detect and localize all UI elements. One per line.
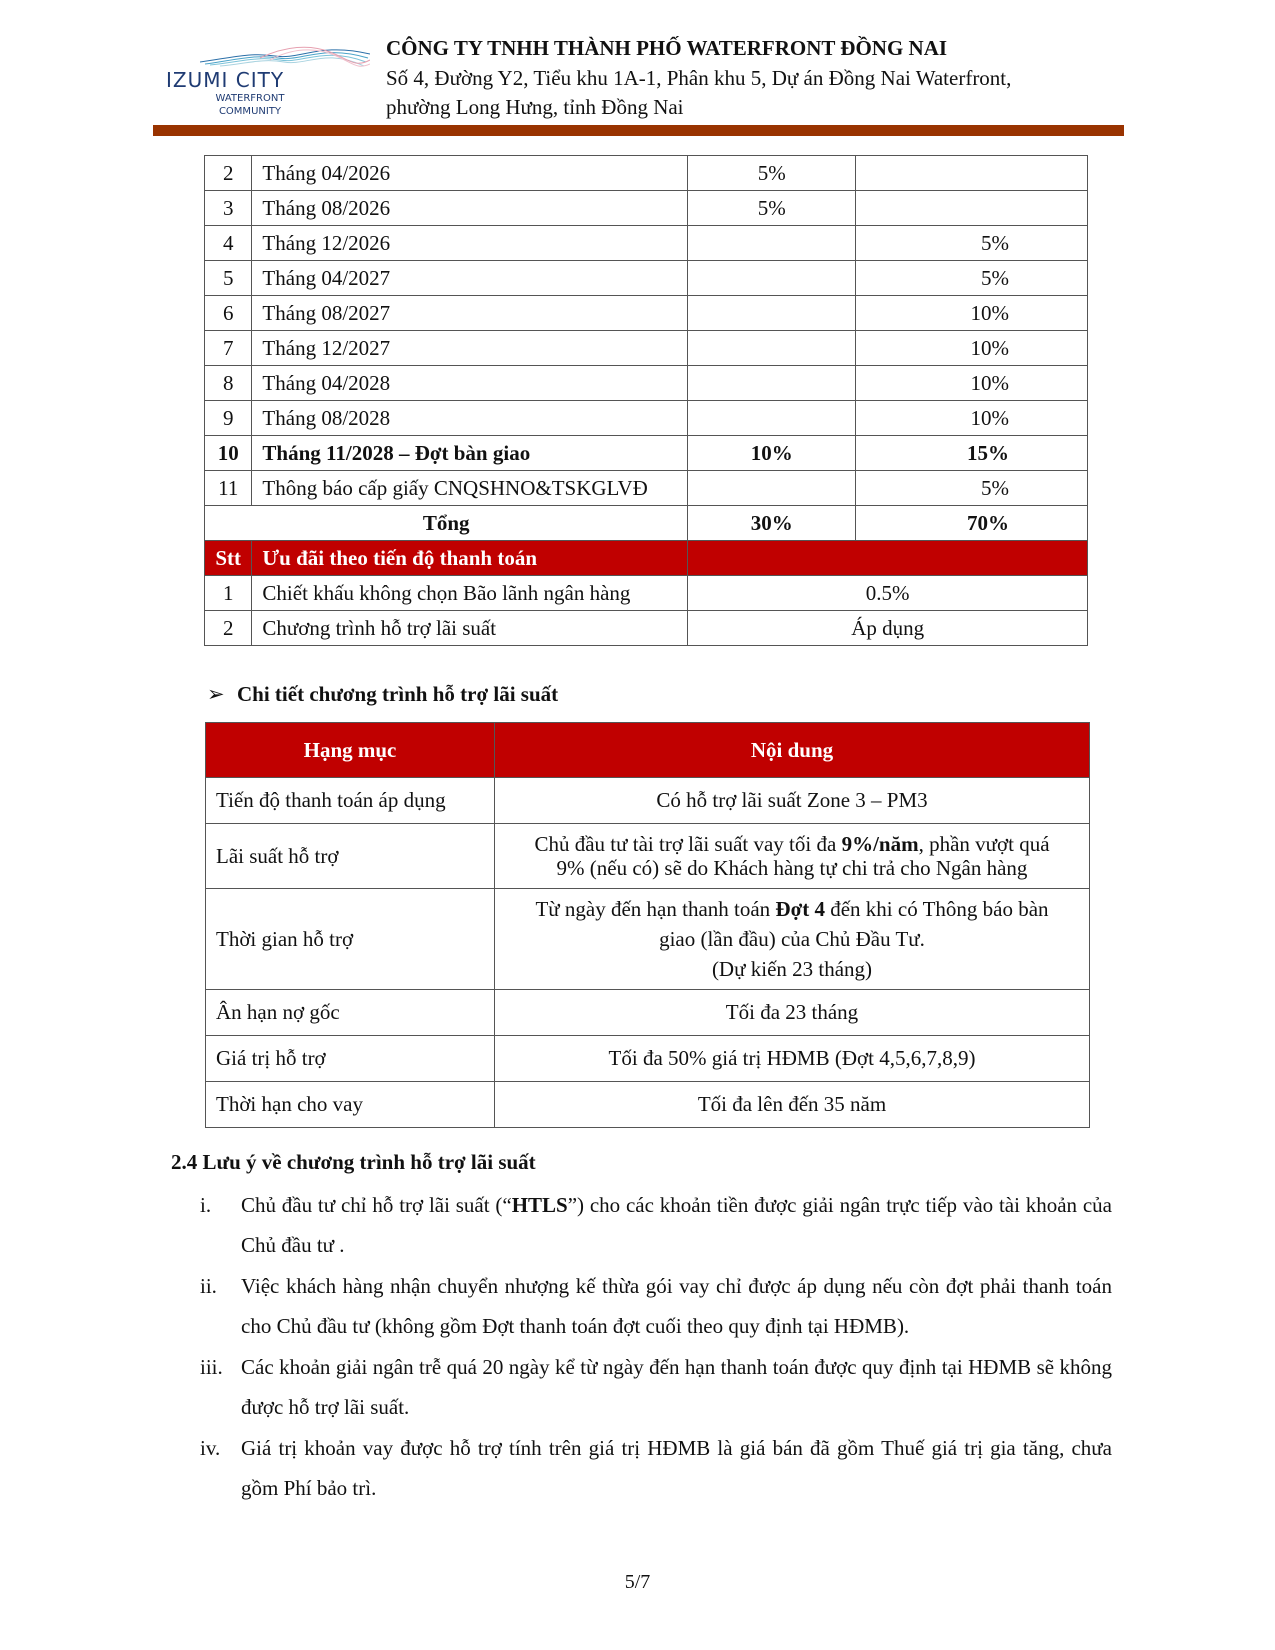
- item-text: Các khoản giải ngân trễ quá 20 ngày kể từ ngày đến hạn thanh toán được quy định tại HĐMB sẽ không được hỗ trợ lãi suất.: [241, 1355, 1112, 1419]
- row-number: 2: [205, 156, 252, 191]
- column-header: Stt: [205, 541, 252, 576]
- item-number: iii.: [200, 1355, 223, 1379]
- table-row: [206, 1036, 1090, 1082]
- company-address: phường Long Hưng, tỉnh Đồng Nai: [386, 95, 684, 119]
- notes-list: [200, 1185, 1112, 1509]
- header-filler: [688, 541, 1088, 576]
- installment-percent-a: 5%: [688, 191, 856, 226]
- value-text: (Dự kiến 23 tháng): [711, 957, 873, 981]
- row-number: 9: [205, 401, 252, 436]
- row-label: Tháng 04/2028: [252, 366, 688, 401]
- page-header: [0, 0, 1275, 140]
- list-item: [200, 1428, 1112, 1508]
- row-number: 10: [205, 436, 252, 471]
- installment-percent-b: [856, 191, 1088, 226]
- row-label: Tháng 08/2026: [252, 191, 688, 226]
- incentive-header-row: [205, 541, 1088, 576]
- incentive-value: Áp dụng: [688, 611, 1088, 646]
- installment-percent-a: [688, 331, 856, 366]
- row-number: 8: [205, 366, 252, 401]
- header-divider: [153, 125, 1124, 136]
- incentive-value: 0.5%: [688, 576, 1088, 611]
- row-value: Tối đa lên đến 35 năm: [495, 1082, 1090, 1128]
- installment-percent-b: 10%: [856, 366, 1088, 401]
- total-row: [205, 506, 1088, 541]
- table-header-row: [206, 723, 1090, 778]
- table-row: [206, 889, 1090, 990]
- row-number: 11: [205, 471, 252, 506]
- interest-support-table: [205, 722, 1090, 1128]
- row-value: [495, 889, 1090, 990]
- value-text: đến khi có Thông báo bàn: [824, 897, 1049, 921]
- list-item: [200, 1185, 1112, 1265]
- item-text: Việc khách hàng nhận chuyển nhượng kế thừa gói vay chỉ được áp dụng nếu còn đợt phải thanh toán cho Chủ đầu tư (không gồm Đợt thanh toán đợt cuối theo quy định tại HĐMB).: [241, 1274, 1112, 1338]
- installment-percent-b: 5%: [856, 226, 1088, 261]
- item-number: ii.: [200, 1274, 217, 1298]
- list-item: [200, 1347, 1112, 1427]
- notes-heading: 2.4 Lưu ý về chương trình hỗ trợ lãi suất: [171, 1150, 536, 1174]
- item-bold: HTLS: [511, 1193, 568, 1217]
- row-value: Tối đa 23 tháng: [495, 990, 1090, 1036]
- value-text: giao (lần đầu) của Chủ Đầu Tư.: [659, 927, 925, 951]
- row-number: 1: [205, 576, 252, 611]
- table-row: [205, 471, 1088, 506]
- installment-percent-a: 10%: [688, 436, 856, 471]
- row-label: Tháng 04/2027: [252, 261, 688, 296]
- table-row: [205, 331, 1088, 366]
- item-text: ”) cho các khoản tiền được giải ngân trực tiếp vào tài khoản của Chủ đầu tư .: [241, 1193, 1112, 1257]
- installment-percent-a: [688, 226, 856, 261]
- installment-percent-b: 10%: [856, 401, 1088, 436]
- table-row: [205, 156, 1088, 191]
- table-row: [205, 261, 1088, 296]
- item-number: iv.: [200, 1436, 221, 1460]
- table-row: [205, 436, 1088, 471]
- wave-logo-icon: [200, 38, 370, 72]
- installment-percent-b: 5%: [856, 261, 1088, 296]
- row-number: 5: [205, 261, 252, 296]
- row-number: 4: [205, 226, 252, 261]
- payment-schedule-table: [204, 155, 1088, 646]
- row-label: Tháng 04/2026: [252, 156, 688, 191]
- table-row: [206, 990, 1090, 1036]
- table-row: [205, 226, 1088, 261]
- row-label: Thời gian hỗ trợ: [206, 889, 495, 990]
- page-number: 5/7: [624, 1571, 651, 1593]
- installment-percent-b: 15%: [856, 436, 1088, 471]
- izumi-city-logo: [160, 30, 360, 125]
- row-value: Tối đa 50% giá trị HĐMB (Đợt 4,5,6,7,8,9): [495, 1036, 1090, 1082]
- row-label: Tháng 08/2027: [252, 296, 688, 331]
- row-label: Ân hạn nợ gốc: [206, 990, 495, 1036]
- value-bold: 9%/năm: [841, 832, 919, 856]
- row-label: Chiết khấu không chọn Bão lãnh ngân hàng: [252, 576, 688, 611]
- installment-percent-b: 10%: [856, 296, 1088, 331]
- table-row: [205, 576, 1088, 611]
- row-label: Thời hạn cho vay: [206, 1082, 495, 1128]
- logo-name: IZUMI CITY: [166, 68, 285, 92]
- total-label: Tổng: [205, 506, 688, 541]
- row-label: Tháng 12/2027: [252, 331, 688, 366]
- company-address: Số 4, Đường Y2, Tiểu khu 1A-1, Phân khu 5, Dự án Đồng Nai Waterfront,: [386, 66, 1012, 90]
- row-value: [495, 824, 1090, 889]
- row-label: Thông báo cấp giấy CNQSHNO&TSKGLVĐ: [252, 471, 688, 506]
- row-label: Giá trị hỗ trợ: [206, 1036, 495, 1082]
- section-heading: [207, 682, 558, 707]
- installment-percent-a: [688, 401, 856, 436]
- table-row: [206, 1082, 1090, 1128]
- value-text: Chủ đầu tư tài trợ lãi suất vay tối đa: [534, 832, 842, 856]
- installment-percent-a: [688, 471, 856, 506]
- value-text: Từ ngày đến hạn thanh toán: [535, 897, 776, 921]
- column-header: Hạng mục: [206, 723, 495, 778]
- row-number: 7: [205, 331, 252, 366]
- row-value: Có hỗ trợ lãi suất Zone 3 – PM3: [495, 778, 1090, 824]
- row-number: 2: [205, 611, 252, 646]
- value-bold: Đợt 4: [775, 897, 825, 921]
- logo-subtitle: COMMUNITY: [218, 106, 282, 117]
- total-percent-a: 30%: [688, 506, 856, 541]
- installment-percent-a: [688, 296, 856, 331]
- table-row: [206, 778, 1090, 824]
- item-text: Chủ đầu tư chỉ hỗ trợ lãi suất (“: [241, 1193, 512, 1217]
- row-label: Chương trình hỗ trợ lãi suất: [252, 611, 688, 646]
- installment-percent-a: [688, 366, 856, 401]
- installment-percent-a: 5%: [688, 156, 856, 191]
- table-row: [205, 611, 1088, 646]
- row-label: Tháng 08/2028: [252, 401, 688, 436]
- table-row: [205, 191, 1088, 226]
- column-header: Ưu đãi theo tiến độ thanh toán: [252, 541, 688, 576]
- installment-percent-b: [856, 156, 1088, 191]
- list-item: [200, 1266, 1112, 1346]
- row-label: Lãi suất hỗ trợ: [206, 824, 495, 889]
- column-header: Nội dung: [495, 723, 1090, 778]
- installment-percent-b: 10%: [856, 331, 1088, 366]
- row-label: Tháng 11/2028 – Đợt bàn giao: [252, 436, 688, 471]
- table-row: [206, 824, 1090, 889]
- installment-percent-b: 5%: [856, 471, 1088, 506]
- value-text: , phần vượt quá: [918, 832, 1050, 856]
- item-number: i.: [200, 1193, 212, 1217]
- row-label: Tháng 12/2026: [252, 226, 688, 261]
- value-text: 9% (nếu có) sẽ do Khách hàng tự chi trả cho Ngân hàng: [556, 856, 1028, 880]
- total-percent-b: 70%: [856, 506, 1088, 541]
- installment-percent-a: [688, 261, 856, 296]
- row-number: 6: [205, 296, 252, 331]
- item-text: Giá trị khoản vay được hỗ trợ tính trên giá trị HĐMB là giá bán đã gồm Thuế giá trị gia tăng, chưa gồm Phí bảo trì.: [241, 1436, 1112, 1500]
- logo-subtitle: WATERFRONT: [215, 93, 285, 104]
- table-row: [205, 366, 1088, 401]
- row-number: 3: [205, 191, 252, 226]
- arrow-bullet-icon: ➢: [207, 682, 225, 706]
- table-row: [205, 401, 1088, 436]
- section-title: Chi tiết chương trình hỗ trợ lãi suất: [237, 682, 559, 706]
- company-name: CÔNG TY TNHH THÀNH PHỐ WATERFRONT ĐỒNG NAI: [386, 36, 948, 60]
- table-row: [205, 296, 1088, 331]
- row-label: Tiến độ thanh toán áp dụng: [206, 778, 495, 824]
